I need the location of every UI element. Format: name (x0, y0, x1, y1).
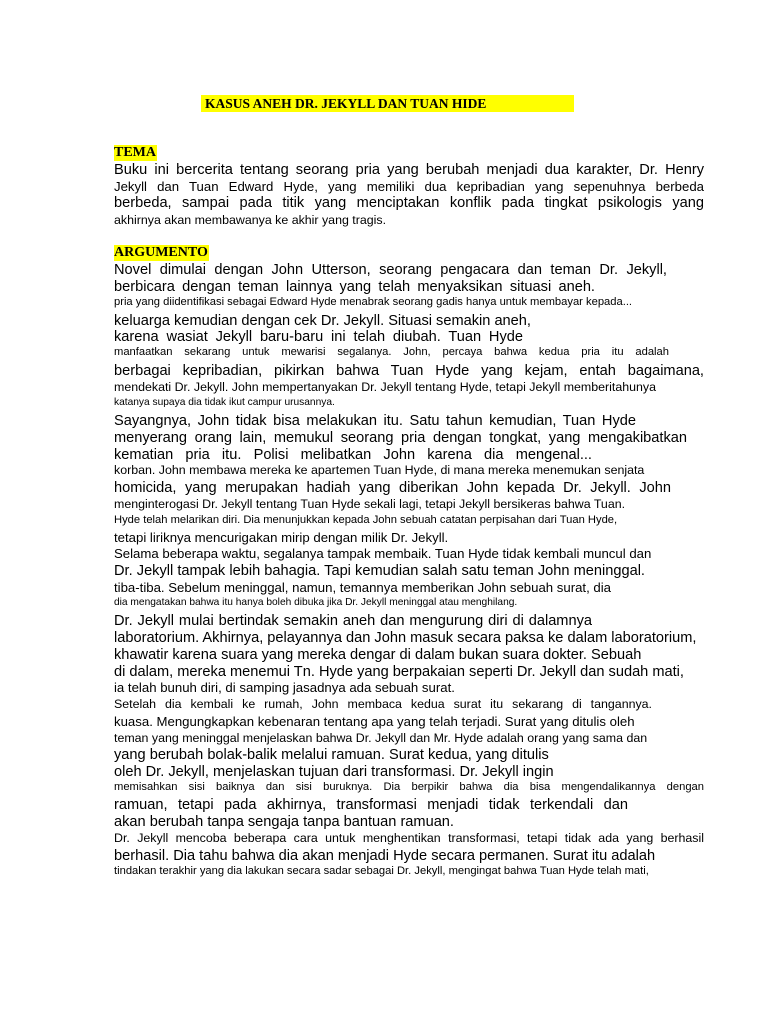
paragraph-line: memisahkan sisi baiknya dan sisi buruknya. Dia berpikir bahwa dia bisa mengendalikannya dengan (114, 781, 704, 793)
paragraph-line: laboratorium. Akhirnya, pelayannya dan John masuk secara paksa ke dalam laboratorium, (114, 630, 697, 646)
paragraph-line: berbeda, sampai pada titik yang menciptakan konflik pada tingkat psikologis yang (114, 195, 704, 211)
paragraph-line: teman yang meninggal menjelaskan bahwa Dr. Jekyll dan Mr. Hyde adalah orang yang sama dan (114, 731, 648, 745)
paragraph-line: berhasil. Dia tahu bahwa dia akan menjadi Hyde secara permanen. Surat itu adalah (114, 848, 656, 864)
section-heading-tema: TEMA (114, 145, 156, 160)
paragraph-line: pria yang diidentifikasi sebagai Edward Hyde menabrak seorang gadis hanya untuk membayar kepada... (114, 296, 633, 308)
paragraph-line: berbicara dengan teman lainnya yang telah menyaksikan situasi aneh. (114, 279, 595, 295)
paragraph-line: ramuan, tetapi pada akhirnya, transformasi menjadi tidak terkendali dan (114, 797, 628, 813)
document-title: KASUS ANEH DR. JEKYLL DAN TUAN HIDE (201, 95, 574, 112)
paragraph-line: Hyde telah melarikan diri. Dia menunjukkan kepada John sebuah catatan perpisahan dari Tuan Hyde, (114, 514, 618, 526)
paragraph-line: Dr. Jekyll tampak lebih bahagia. Tapi kemudian salah satu teman John meninggal. (114, 563, 645, 579)
paragraph-line: manfaatkan sekarang untuk mewarisi segalanya. John, percaya bahwa kedua pria itu adalah (114, 346, 669, 358)
paragraph-line: katanya supaya dia tidak ikut campur urusannya. (114, 397, 335, 408)
paragraph-line: menginterogasi Dr. Jekyll tentang Tuan Hyde sekali lagi, tetapi Jekyll bersikeras bahwa Tuan. (114, 497, 626, 511)
paragraph-line: Selama beberapa waktu, segalanya tampak membaik. Tuan Hyde tidak kembali muncul dan (114, 546, 652, 561)
paragraph-line: korban. John membawa mereka ke apartemen Tuan Hyde, di mana mereka menemukan senjata (114, 463, 645, 477)
paragraph-line: Dr. Jekyll mencoba beberapa cara untuk menghentikan transformasi, tetapi tidak ada yang berhasil (114, 831, 704, 845)
paragraph-line: kuasa. Mengungkapkan kebenaran tentang apa yang telah terjadi. Surat yang ditulis oleh (114, 714, 635, 729)
paragraph-line: akan berubah tanpa sengaja tanpa bantuan ramuan. (114, 814, 454, 830)
paragraph-line: dia mengatakan bahwa itu hanya boleh dibuka jika Dr. Jekyll meninggal atau menghilang. (114, 597, 518, 608)
section-heading-argumento: ARGUMENTO (114, 245, 208, 260)
paragraph-line: akhirnya akan membawanya ke akhir yang tragis. (114, 213, 387, 227)
paragraph-line: mendekati Dr. Jekyll. John mempertanyakan Dr. Jekyll tentang Hyde, tetapi Jekyll memberitahunya (114, 380, 656, 394)
paragraph-line: oleh Dr. Jekyll, menjelaskan tujuan dari transformasi. Dr. Jekyll ingin (114, 764, 554, 780)
paragraph-line: Jekyll dan Tuan Edward Hyde, yang memiliki dua kepribadian yang sepenuhnya berbeda (114, 179, 704, 194)
paragraph-line: Buku ini bercerita tentang seorang pria yang berubah menjadi dua karakter, Dr. Henry (114, 162, 704, 178)
paragraph-line: ia telah bunuh diri, di samping jasadnya ada sebuah surat. (114, 680, 455, 695)
paragraph-line: menyerang orang lain, memukul seorang pria dengan tongkat, yang mengakibatkan (114, 430, 687, 446)
paragraph-line: homicida, yang merupakan hadiah yang diberikan John kepada Dr. Jekyll. John (114, 480, 671, 496)
paragraph-line: karena wasiat Jekyll baru-baru ini telah diubah. Tuan Hyde (114, 329, 523, 345)
paragraph-line: Dr. Jekyll mulai bertindak semakin aneh dan mengurung diri di dalamnya (114, 613, 592, 629)
paragraph-line: khawatir karena suara yang mereka dengar di dalam bukan suara dokter. Sebuah (114, 647, 642, 663)
paragraph-line: berbagai kepribadian, pikirkan bahwa Tuan Hyde yang kejam, entah bagaimana, (114, 363, 704, 379)
paragraph-line: Novel dimulai dengan John Utterson, seorang pengacara dan teman Dr. Jekyll, (114, 262, 667, 278)
paragraph-line: yang berubah bolak-balik melalui ramuan. Surat kedua, yang ditulis (114, 747, 549, 763)
paragraph-line: tiba-tiba. Sebelum meninggal, namun, temannya memberikan John sebuah surat, dia (114, 580, 612, 595)
paragraph-line: keluarga kemudian dengan cek Dr. Jekyll. Situasi semakin aneh, (114, 313, 531, 329)
paragraph-line: tetapi liriknya mencurigakan mirip dengan milik Dr. Jekyll. (114, 530, 449, 545)
paragraph-line: kematian pria itu. Polisi melibatkan John karena dia mengenal... (114, 447, 592, 463)
paragraph-line: tindakan terakhir yang dia lakukan secara sadar sebagai Dr. Jekyll, mengingat bahwa Tuan Hyde telah mati, (114, 865, 649, 877)
paragraph-line: Setelah dia kembali ke rumah, John membaca kedua surat itu sekarang di tangannya. (114, 697, 652, 711)
paragraph-line: di dalam, mereka menemui Tn. Hyde yang berpakaian seperti Dr. Jekyll dan sudah mati, (114, 664, 684, 680)
paragraph-line: Sayangnya, John tidak bisa melakukan itu. Satu tahun kemudian, Tuan Hyde (114, 413, 636, 429)
